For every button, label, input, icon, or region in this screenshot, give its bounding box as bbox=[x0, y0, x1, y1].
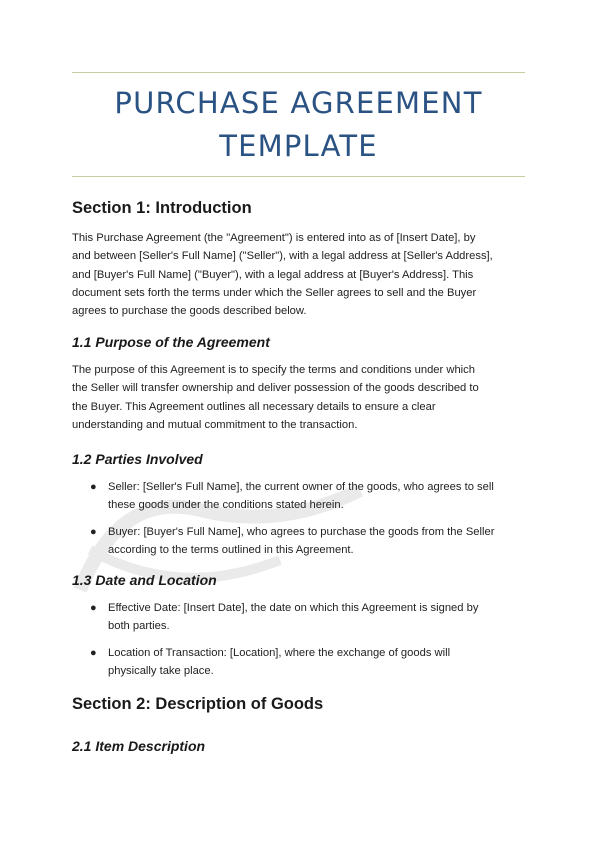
section-1-heading: Section 1: Introduction bbox=[72, 199, 252, 217]
document-title bbox=[72, 82, 525, 168]
bullet-icon: ● bbox=[90, 602, 97, 614]
bullet-icon: ● bbox=[90, 646, 97, 659]
subsection-1-1-heading: 1.1 Purpose of the Agreement bbox=[72, 334, 270, 350]
purpose-paragraph bbox=[72, 361, 524, 434]
text-line: the Seller will transfer ownership and deliver possession of the goods described to bbox=[72, 382, 479, 395]
list-item bbox=[72, 644, 524, 681]
list-item bbox=[72, 599, 524, 636]
subsection-2-1-heading: 2.1 Item Description bbox=[72, 738, 206, 754]
text-line: Buyer: [Buyer's Full Name], who agrees to purchase the goods from the Seller bbox=[108, 525, 495, 538]
title-line-2: TEMPLATE bbox=[219, 129, 378, 163]
text-line: these goods under the conditions stated herein. bbox=[108, 499, 344, 512]
text-line: Location of Transaction: [Location], where the exchange of goods will bbox=[108, 646, 451, 659]
parties-list bbox=[72, 478, 524, 567]
top-divider bbox=[72, 72, 525, 73]
bullet-icon: ● bbox=[90, 525, 97, 538]
text-line: document sets forth the terms under which the Seller agrees to sell and the Buyer bbox=[72, 286, 477, 299]
text-line: This Purchase Agreement (the "Agreement") is entered into as of [Insert Date], by bbox=[72, 232, 476, 244]
date-location-list bbox=[72, 599, 524, 688]
list-item bbox=[72, 523, 524, 560]
list-item bbox=[72, 478, 524, 515]
text-line: and [Buyer's Full Name] ("Buyer"), with a legal address at [Buyer's Address]. This bbox=[72, 268, 474, 281]
subsection-1-3-heading: 1.3 Date and Location bbox=[72, 572, 217, 588]
title-line-1: PURCHASE AGREEMENT bbox=[114, 86, 483, 120]
subsection-1-2-heading: 1.2 Parties Involved bbox=[72, 451, 203, 467]
text-line: both parties. bbox=[108, 620, 170, 633]
section-2-heading: Section 2: Description of Goods bbox=[72, 695, 324, 713]
text-line: the Buyer. This Agreement outlines all necessary details to ensure a clear bbox=[72, 400, 436, 413]
bottom-divider bbox=[72, 176, 525, 177]
text-line: Effective Date: [Insert Date], the date on which this Agreement is signed by bbox=[108, 602, 479, 614]
text-line: physically take place. bbox=[108, 664, 214, 677]
text-line: The purpose of this Agreement is to specify the terms and conditions under which bbox=[72, 364, 475, 376]
text-line: understanding and mutual commitment to the transaction. bbox=[72, 418, 358, 431]
text-line: Seller: [Seller's Full Name], the current owner of the goods, who agrees to sell bbox=[108, 481, 494, 493]
introduction-paragraph bbox=[72, 229, 524, 320]
text-line: according to the terms outlined in this Agreement. bbox=[108, 543, 354, 556]
text-line: agrees to purchase the goods described below. bbox=[72, 305, 307, 318]
bullet-icon: ● bbox=[90, 481, 97, 493]
text-line: and between [Seller's Full Name] ("Seller"), with a legal address at [Seller's Address], bbox=[72, 250, 493, 263]
